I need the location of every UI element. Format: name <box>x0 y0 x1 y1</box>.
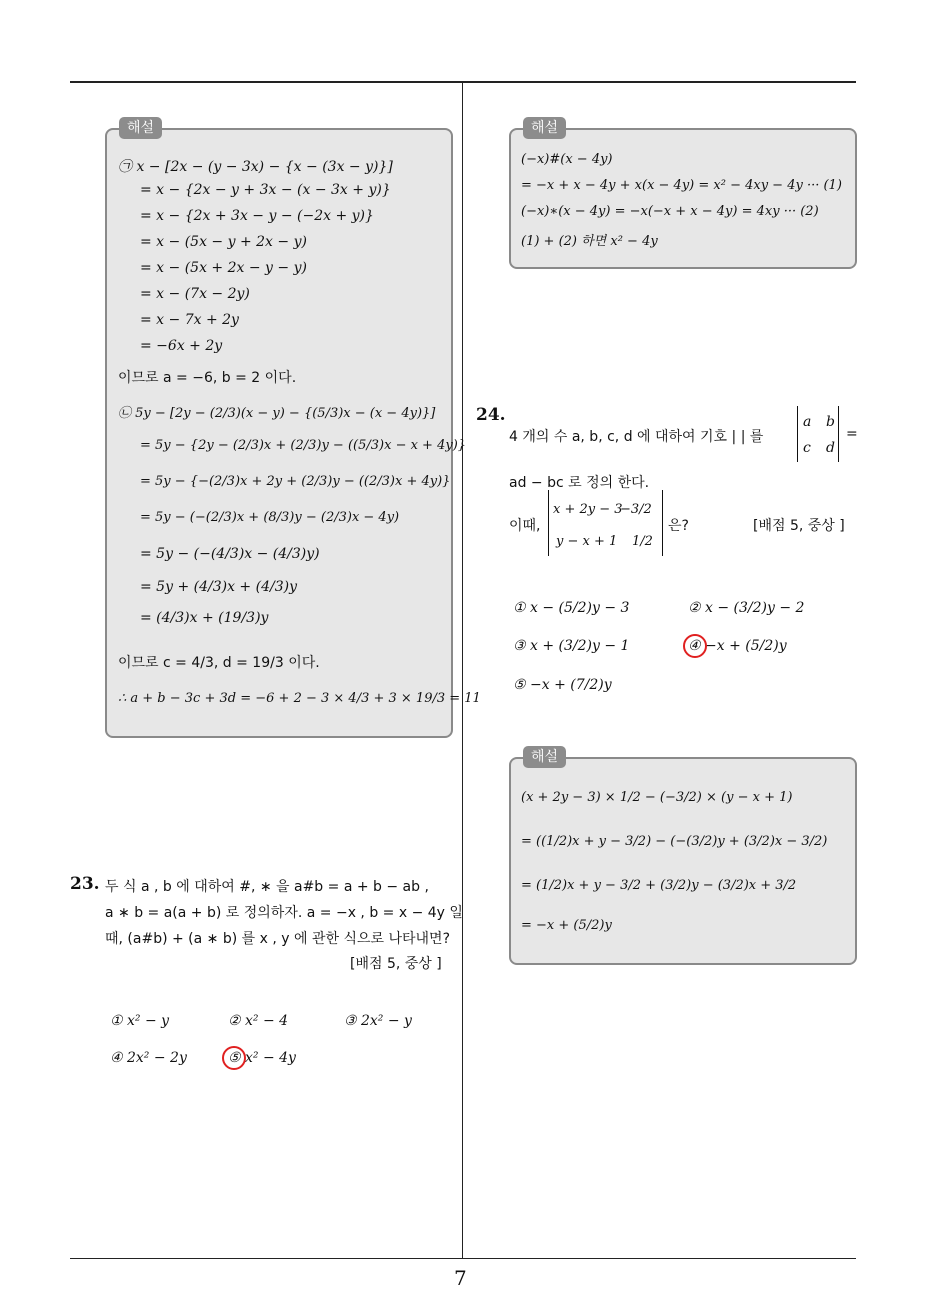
q24-choice-3[interactable]: ③ x + (3/2)y − 1 <box>513 638 630 654</box>
sol-line: = x − 7x + 2y <box>140 312 239 328</box>
question-24-text: 은? <box>668 518 689 534</box>
sol-line: (1) + (2) 하면 x² − 4y <box>521 234 658 249</box>
sol-line: 이므로 a = −6, b = 2 이다. <box>118 370 297 386</box>
sol-line: = x − {2x + 3x − y − (−2x + y)} <box>140 208 374 224</box>
solution-tag: 해설 <box>119 117 162 139</box>
q24-choice-1[interactable]: ① x − (5/2)y − 3 <box>513 600 630 616</box>
question-24-text: ad − bc 로 정의 한다. <box>509 475 650 491</box>
q24-choice-4[interactable]: ④ −x + (5/2)y <box>688 638 787 654</box>
det-entry: x + 2y − 3 <box>553 502 623 517</box>
question-24-text: 4 개의 수 a, b, c, d 에 대하여 기호 | | 를 <box>509 429 764 445</box>
q24-choice-5[interactable]: ⑤ −x + (7/2)y <box>513 677 612 693</box>
sol-line: = 5y − {2y − (2/3)x + (2/3)y − ((5/3)x − x + 4y)} <box>140 438 467 453</box>
det-d: d <box>826 440 835 456</box>
question-24-number: 24. <box>476 405 506 425</box>
question-23-text: 때, (a#b) + (a ∗ b) 를 x , y 에 관한 식으로 나타내면? <box>105 931 451 947</box>
sol-line: ∴ a + b − 3c + 3d = −6 + 2 − 3 × 4/3 + 3 × 19/3 = 11 <box>118 691 481 706</box>
sol-line: = 5y − (−(2/3)x + (8/3)y − (2/3)x − 4y) <box>140 510 400 525</box>
right-solution-box-2 <box>509 757 857 965</box>
question-23-points: [배점 5, 중상 ] <box>350 956 442 972</box>
answer-mark-circle <box>683 634 707 658</box>
question-24-text: 이때, <box>509 518 541 534</box>
solution-tag: 해설 <box>523 117 566 139</box>
sol-line: (−x)#(x − 4y) <box>521 152 613 167</box>
sol-line: = 5y − (−(4/3)x − (4/3)y) <box>140 546 320 562</box>
sol-line: = (1/2)x + y − 3/2 + (3/2)y − (3/2)x + 3/2 <box>521 878 797 893</box>
answer-mark-circle <box>222 1046 246 1070</box>
sol-line: = x − (5x + 2x − y − y) <box>140 260 307 276</box>
question-24-points: [배점 5, 중상 ] <box>753 518 845 534</box>
solution-tag: 해설 <box>523 746 566 768</box>
sol-line: (x + 2y − 3) × 1/2 − (−3/2) × (y − x + 1) <box>521 790 793 805</box>
equals-sign: = <box>846 426 858 442</box>
sol-line: ㉡ 5y − [2y − (2/3)(x − y) − {(5/3)x − (x − 4y)}] <box>118 406 436 421</box>
q23-choice-3[interactable]: ③ 2x² − y <box>344 1013 412 1029</box>
sol-line: (−x)∗(x − 4y) = −x(−x + x − 4y) = 4xy ··· (2) <box>521 204 819 219</box>
sol-line: = ((1/2)x + y − 3/2) − (−(3/2)y + (3/2)x − 3/2) <box>521 834 828 849</box>
sol-line: = (4/3)x + (19/3)y <box>140 610 269 626</box>
sol-line: = 5y − {−(2/3)x + 2y + (2/3)y − ((2/3)x + 4y)} <box>140 474 451 489</box>
sol-line: = −x + (5/2)y <box>521 918 612 933</box>
sol-line: = x − (5x − y + 2x − y) <box>140 234 307 250</box>
question-23-text: a ∗ b = a(a + b) 로 정의하자. a = −x , b = x − 4y 일 <box>105 905 463 921</box>
sol-line: 이므로 c = 4/3, d = 19/3 이다. <box>118 655 320 671</box>
det-entry: y − x + 1 <box>556 534 618 549</box>
det-entry: −3/2 <box>620 502 652 517</box>
sol-line: = x − (7x − 2y) <box>140 286 250 302</box>
sol-line: ㉠ x − [2x − (y − 3x) − {x − (3x − y)}] <box>118 159 393 175</box>
column-divider <box>462 83 463 1259</box>
det-a: a <box>803 414 812 430</box>
q23-choice-5[interactable]: ⑤ x² − 4y <box>228 1050 296 1066</box>
det-entry: 1/2 <box>632 534 653 549</box>
sol-line: = 5y + (4/3)x + (4/3)y <box>140 579 297 595</box>
q23-choice-2[interactable]: ② x² − 4 <box>228 1013 289 1029</box>
det-c: c <box>803 440 811 456</box>
bottom-rule <box>70 1258 856 1259</box>
page-number: 7 <box>454 1266 467 1290</box>
det-b: b <box>826 414 835 430</box>
q23-choice-1[interactable]: ① x² − y <box>110 1013 170 1029</box>
top-rule <box>70 81 856 83</box>
sol-line: = −x + x − 4y + x(x − 4y) = x² − 4xy − 4y ··· (1) <box>521 178 842 193</box>
sol-line: = −6x + 2y <box>140 338 223 354</box>
question-23-number: 23. <box>70 874 100 894</box>
sol-line: = x − {2x − y + 3x − (x − 3x + y)} <box>140 182 391 198</box>
q24-choice-2[interactable]: ② x − (3/2)y − 2 <box>688 600 805 616</box>
q23-choice-4[interactable]: ④ 2x² − 2y <box>110 1050 187 1066</box>
question-23-text: 두 식 a , b 에 대하여 #, ∗ 을 a#b = a + b − ab , <box>105 879 429 895</box>
